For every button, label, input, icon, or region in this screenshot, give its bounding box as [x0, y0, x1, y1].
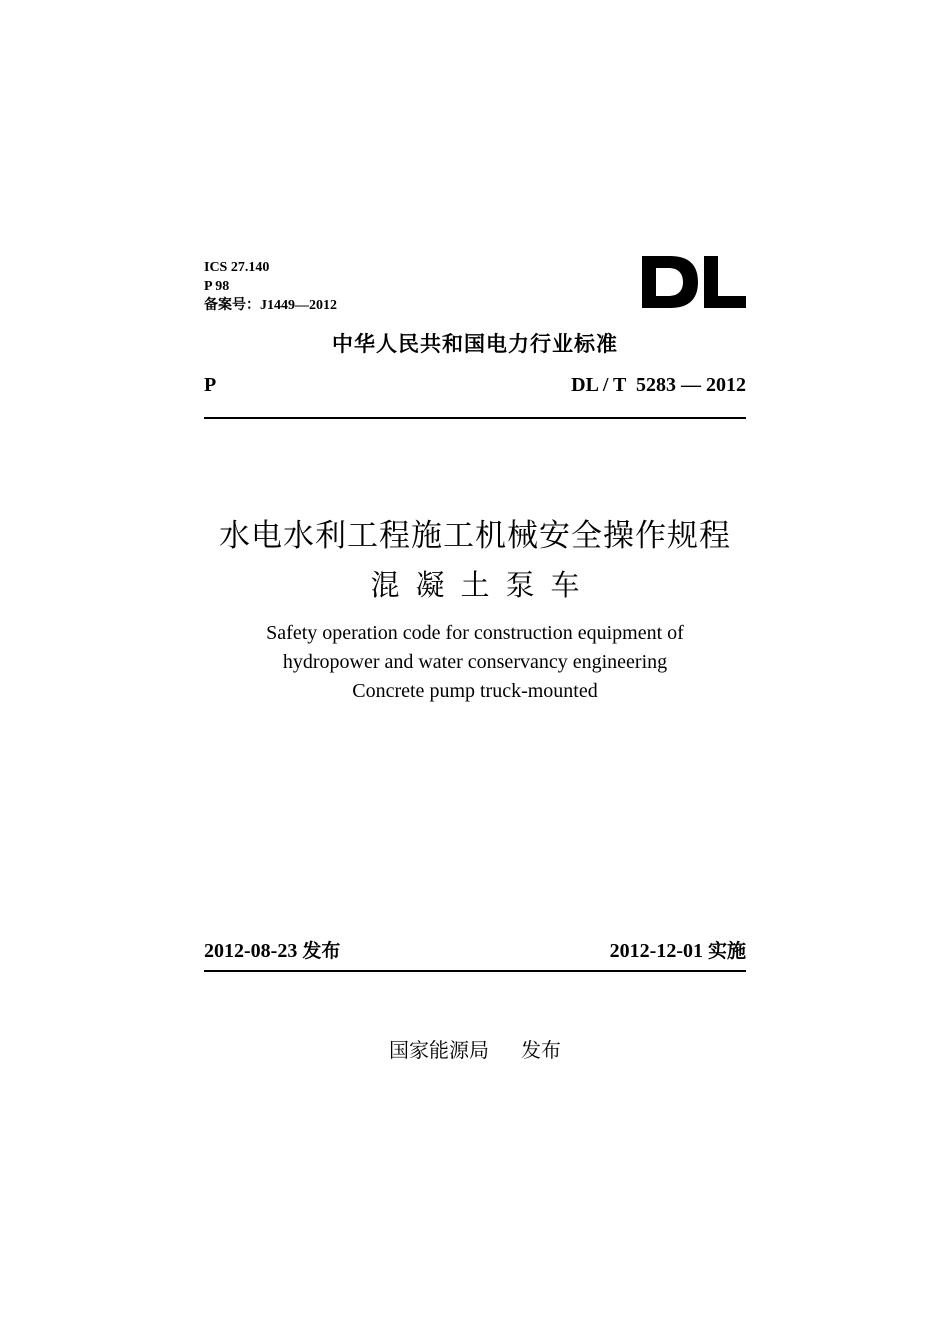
issuer-name: 国家能源局	[389, 1038, 489, 1062]
dates-row	[204, 936, 746, 963]
title-english-line-1: Safety operation code for construction equipment of	[266, 622, 684, 644]
subtitle-chinese: 混凝土泵车	[370, 568, 596, 602]
filing-number-line	[204, 296, 337, 315]
title-english-line-2: hydropower and water conservancy engineering	[282, 651, 668, 673]
title-chinese: 水电水利工程施工机械安全操作规程	[219, 518, 731, 554]
standard-code-row	[204, 374, 746, 397]
category-title: 中华人民共和国电力行业标准	[332, 332, 618, 356]
issuer-action: 发布	[521, 1038, 561, 1062]
document-metadata	[204, 258, 337, 315]
bottom-divider	[204, 970, 746, 972]
ics-code: ICS 27.140	[204, 260, 270, 275]
issuer-line	[0, 1034, 950, 1063]
issue-date-group	[204, 936, 340, 963]
ccs-code: P 98	[204, 279, 230, 294]
standard-code: DL / T 5283 — 2012	[571, 374, 746, 396]
category-letter: P	[204, 374, 217, 396]
implement-date: 2012-12-01	[609, 940, 703, 962]
issue-label: 发布	[302, 940, 341, 962]
title-english-line-3: Concrete pump truck-mounted	[352, 680, 598, 702]
dl-logo-icon	[640, 252, 748, 312]
filing-number: J1449—2012	[260, 298, 337, 313]
issue-date: 2012-08-23	[204, 940, 298, 962]
implement-label: 实施	[707, 940, 746, 962]
top-divider	[204, 417, 746, 419]
implement-date-group	[610, 936, 746, 963]
title-english	[0, 619, 950, 706]
filing-label: 备案号：	[204, 297, 260, 313]
